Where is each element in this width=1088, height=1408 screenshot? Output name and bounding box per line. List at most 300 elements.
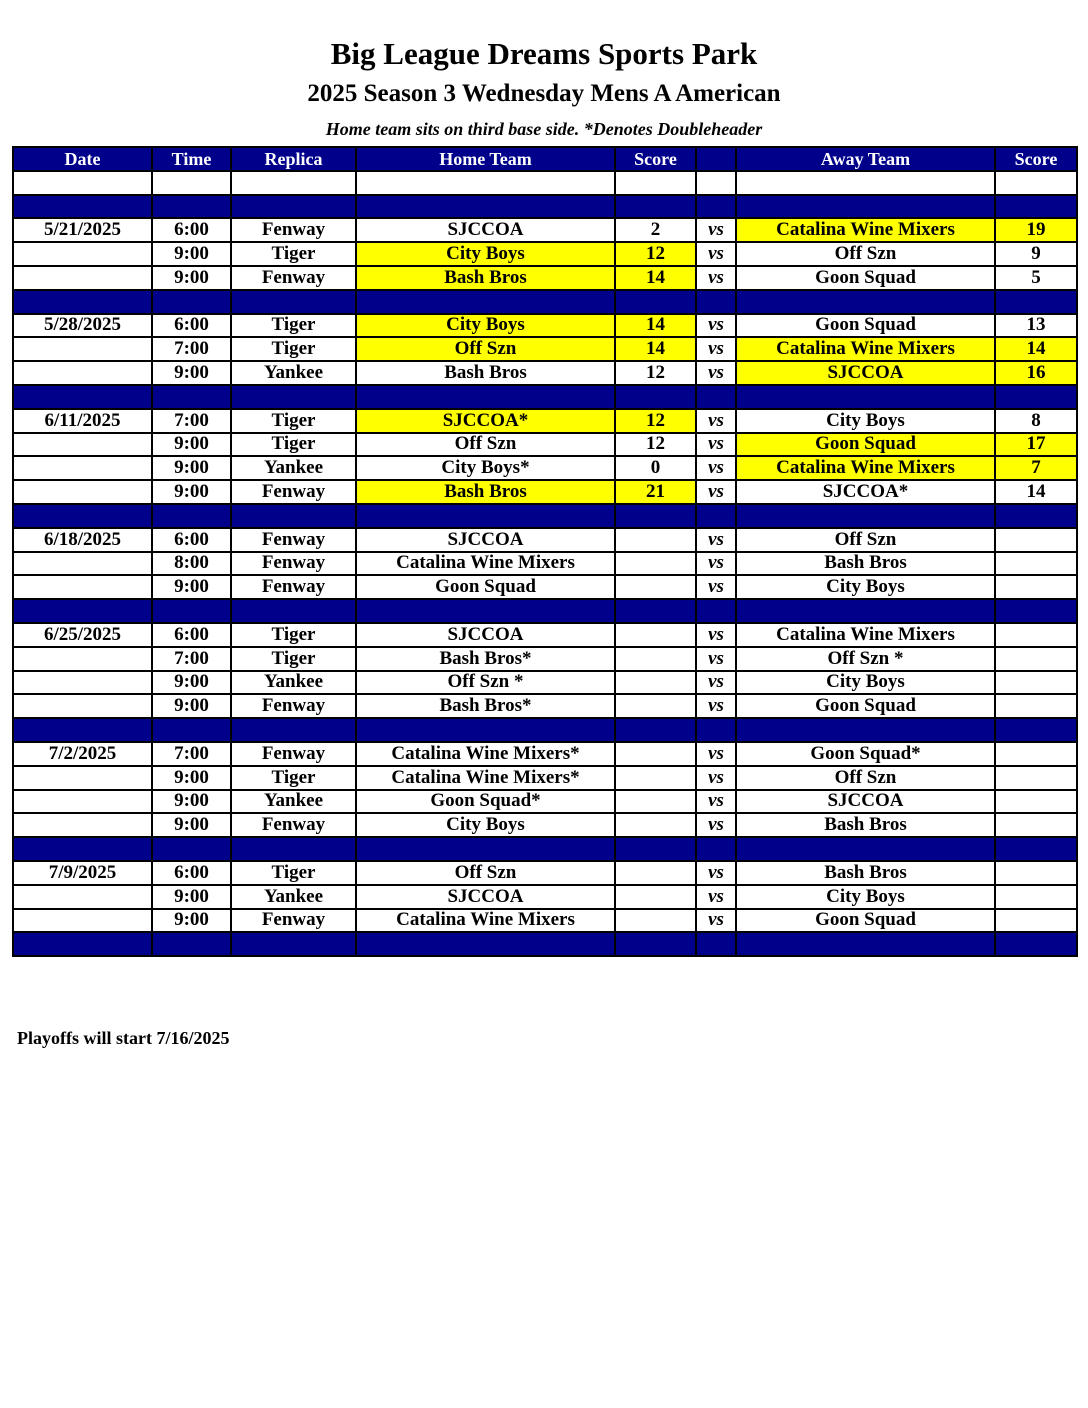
cell-vs: vs xyxy=(696,742,736,766)
col-header-time: Time xyxy=(152,147,231,171)
cell-replica: Fenway xyxy=(231,742,356,766)
cell-vs: vs xyxy=(696,790,736,814)
cell-vs xyxy=(696,837,736,861)
cell-vs: vs xyxy=(696,885,736,909)
page-title: Big League Dreams Sports Park xyxy=(330,36,758,71)
cell-away-team: City Boys xyxy=(736,409,995,433)
cell-time: 9:00 xyxy=(152,813,231,837)
game-row xyxy=(13,623,1077,647)
cell-away-team: SJCCOA* xyxy=(736,480,995,504)
cell-date xyxy=(13,433,152,457)
cell-away-score xyxy=(995,195,1077,219)
cell-replica xyxy=(231,837,356,861)
cell-home-team xyxy=(356,837,615,861)
cell-vs: vs xyxy=(696,813,736,837)
cell-date: 5/28/2025 xyxy=(13,314,152,338)
cell-vs: vs xyxy=(696,314,736,338)
cell-vs: vs xyxy=(696,218,736,242)
cell-home-team: Bash Bros xyxy=(356,361,615,385)
cell-date xyxy=(13,813,152,837)
cell-date xyxy=(13,694,152,718)
cell-time: 9:00 xyxy=(152,790,231,814)
cell-away-team: Catalina Wine Mixers xyxy=(736,623,995,647)
cell-vs xyxy=(696,718,736,742)
cell-home-team xyxy=(356,195,615,219)
col-header-home-score: Score xyxy=(615,147,696,171)
cell-replica: Fenway xyxy=(231,528,356,552)
cell-home-score: 12 xyxy=(615,361,696,385)
cell-vs: vs xyxy=(696,575,736,599)
cell-time: 6:00 xyxy=(152,528,231,552)
cell-date xyxy=(13,647,152,671)
cell-date: 6/11/2025 xyxy=(13,409,152,433)
game-row xyxy=(13,671,1077,695)
cell-date xyxy=(13,504,152,528)
cell-home-team: City Boys xyxy=(356,813,615,837)
cell-home-team: Off Szn xyxy=(356,337,615,361)
cell-away-score: 9 xyxy=(995,242,1077,266)
cell-home-team: SJCCOA xyxy=(356,623,615,647)
cell-vs xyxy=(696,599,736,623)
cell-home-score xyxy=(615,171,696,195)
cell-home-team: SJCCOA* xyxy=(356,409,615,433)
cell-away-team: Off Szn xyxy=(736,242,995,266)
cell-home-score xyxy=(615,885,696,909)
separator-row xyxy=(13,718,1077,742)
cell-home-team: Bash Bros* xyxy=(356,647,615,671)
separator-row xyxy=(13,837,1077,861)
cell-home-score xyxy=(615,671,696,695)
cell-home-team: Bash Bros xyxy=(356,480,615,504)
cell-replica: Fenway xyxy=(231,694,356,718)
cell-vs: vs xyxy=(696,694,736,718)
cell-home-team xyxy=(356,718,615,742)
cell-time: 9:00 xyxy=(152,456,231,480)
cell-time: 9:00 xyxy=(152,266,231,290)
cell-date xyxy=(13,266,152,290)
cell-date xyxy=(13,790,152,814)
cell-away-score xyxy=(995,575,1077,599)
schedule-note: Home team sits on third base side. *Denotes Doubleheader xyxy=(325,119,763,139)
cell-date xyxy=(13,885,152,909)
cell-date xyxy=(13,837,152,861)
cell-vs: vs xyxy=(696,552,736,576)
cell-time xyxy=(152,718,231,742)
cell-vs: vs xyxy=(696,647,736,671)
cell-replica xyxy=(231,195,356,219)
cell-replica xyxy=(231,171,356,195)
separator-row xyxy=(13,195,1077,219)
cell-time: 9:00 xyxy=(152,433,231,457)
cell-home-score: 0 xyxy=(615,456,696,480)
cell-home-score xyxy=(615,861,696,885)
cell-home-score xyxy=(615,742,696,766)
blank-row xyxy=(13,171,1077,195)
cell-home-team: Off Szn xyxy=(356,433,615,457)
cell-date xyxy=(13,766,152,790)
cell-date: 7/9/2025 xyxy=(13,861,152,885)
cell-replica: Fenway xyxy=(231,909,356,933)
cell-replica: Tiger xyxy=(231,861,356,885)
game-row xyxy=(13,790,1077,814)
cell-away-team: Goon Squad xyxy=(736,433,995,457)
cell-replica: Yankee xyxy=(231,456,356,480)
cell-time: 6:00 xyxy=(152,218,231,242)
cell-time xyxy=(152,385,231,409)
cell-away-score xyxy=(995,290,1077,314)
cell-away-team: Catalina Wine Mixers xyxy=(736,337,995,361)
cell-time xyxy=(152,504,231,528)
cell-away-score xyxy=(995,790,1077,814)
cell-away-team: Off Szn xyxy=(736,528,995,552)
cell-home-team: Catalina Wine Mixers xyxy=(356,552,615,576)
cell-home-score xyxy=(615,195,696,219)
cell-time: 6:00 xyxy=(152,314,231,338)
schedule-table xyxy=(12,146,1078,957)
cell-date xyxy=(13,671,152,695)
separator-row xyxy=(13,385,1077,409)
cell-home-team xyxy=(356,932,615,956)
cell-away-score: 5 xyxy=(995,266,1077,290)
cell-home-team xyxy=(356,504,615,528)
cell-replica: Fenway xyxy=(231,266,356,290)
cell-away-team xyxy=(736,171,995,195)
cell-date xyxy=(13,195,152,219)
cell-away-team: Off Szn xyxy=(736,766,995,790)
cell-vs: vs xyxy=(696,671,736,695)
cell-home-team: Goon Squad xyxy=(356,575,615,599)
cell-vs: vs xyxy=(696,909,736,933)
col-header-away-score: Score xyxy=(995,147,1077,171)
playoffs-note: Playoffs will start 7/16/2025 xyxy=(17,1028,230,1048)
game-row xyxy=(13,647,1077,671)
game-row xyxy=(13,909,1077,933)
cell-away-team xyxy=(736,837,995,861)
cell-replica: Tiger xyxy=(231,242,356,266)
cell-time: 7:00 xyxy=(152,742,231,766)
cell-home-score: 12 xyxy=(615,409,696,433)
col-header-away-team: Away Team xyxy=(736,147,995,171)
cell-away-score xyxy=(995,766,1077,790)
cell-replica: Tiger xyxy=(231,766,356,790)
cell-away-team: Bash Bros xyxy=(736,552,995,576)
cell-away-score: 17 xyxy=(995,433,1077,457)
cell-time: 9:00 xyxy=(152,909,231,933)
cell-vs: vs xyxy=(696,861,736,885)
cell-time: 9:00 xyxy=(152,766,231,790)
cell-vs: vs xyxy=(696,766,736,790)
cell-time: 7:00 xyxy=(152,409,231,433)
cell-away-score xyxy=(995,528,1077,552)
cell-time: 7:00 xyxy=(152,337,231,361)
cell-away-team xyxy=(736,195,995,219)
cell-time: 6:00 xyxy=(152,861,231,885)
cell-away-team: Off Szn * xyxy=(736,647,995,671)
cell-vs: vs xyxy=(696,480,736,504)
cell-replica: Fenway xyxy=(231,575,356,599)
cell-date xyxy=(13,290,152,314)
cell-away-team: City Boys xyxy=(736,575,995,599)
cell-away-team: City Boys xyxy=(736,671,995,695)
cell-replica: Tiger xyxy=(231,314,356,338)
cell-replica xyxy=(231,932,356,956)
cell-home-score xyxy=(615,790,696,814)
cell-home-score: 14 xyxy=(615,266,696,290)
cell-vs: vs xyxy=(696,337,736,361)
cell-replica: Yankee xyxy=(231,790,356,814)
cell-replica: Tiger xyxy=(231,433,356,457)
cell-home-score: 14 xyxy=(615,337,696,361)
cell-away-team xyxy=(736,504,995,528)
cell-away-score: 8 xyxy=(995,409,1077,433)
cell-away-score xyxy=(995,647,1077,671)
cell-replica: Tiger xyxy=(231,623,356,647)
cell-home-team: Off Szn xyxy=(356,861,615,885)
cell-home-score xyxy=(615,718,696,742)
separator-row xyxy=(13,599,1077,623)
cell-home-score xyxy=(615,552,696,576)
cell-away-team: Bash Bros xyxy=(736,813,995,837)
cell-away-team: Catalina Wine Mixers xyxy=(736,218,995,242)
cell-replica xyxy=(231,504,356,528)
game-row xyxy=(13,242,1077,266)
cell-date: 6/18/2025 xyxy=(13,528,152,552)
cell-away-score xyxy=(995,885,1077,909)
cell-date xyxy=(13,242,152,266)
cell-home-team: Off Szn * xyxy=(356,671,615,695)
cell-away-score xyxy=(995,813,1077,837)
cell-away-team: SJCCOA xyxy=(736,361,995,385)
game-row xyxy=(13,575,1077,599)
cell-date: 6/25/2025 xyxy=(13,623,152,647)
cell-home-team xyxy=(356,171,615,195)
cell-home-team: Bash Bros* xyxy=(356,694,615,718)
cell-time xyxy=(152,195,231,219)
cell-time: 9:00 xyxy=(152,671,231,695)
cell-home-score xyxy=(615,932,696,956)
col-header-vs xyxy=(696,147,736,171)
cell-vs: vs xyxy=(696,456,736,480)
cell-home-score xyxy=(615,528,696,552)
cell-away-score: 19 xyxy=(995,218,1077,242)
cell-away-score xyxy=(995,837,1077,861)
cell-home-team: SJCCOA xyxy=(356,218,615,242)
cell-away-score: 7 xyxy=(995,456,1077,480)
cell-home-score xyxy=(615,504,696,528)
cell-replica: Fenway xyxy=(231,813,356,837)
cell-vs: vs xyxy=(696,409,736,433)
cell-home-score: 12 xyxy=(615,242,696,266)
cell-home-team xyxy=(356,290,615,314)
game-row xyxy=(13,861,1077,885)
cell-away-team: Catalina Wine Mixers xyxy=(736,456,995,480)
cell-away-team: Goon Squad xyxy=(736,266,995,290)
cell-replica: Tiger xyxy=(231,647,356,671)
col-header-date: Date xyxy=(13,147,152,171)
game-row xyxy=(13,885,1077,909)
cell-replica xyxy=(231,718,356,742)
col-header-home-team: Home Team xyxy=(356,147,615,171)
cell-date: 7/2/2025 xyxy=(13,742,152,766)
cell-date xyxy=(13,385,152,409)
cell-date xyxy=(13,909,152,933)
cell-replica xyxy=(231,290,356,314)
col-header-replica: Replica xyxy=(231,147,356,171)
cell-replica xyxy=(231,385,356,409)
cell-date xyxy=(13,932,152,956)
cell-away-team xyxy=(736,932,995,956)
cell-home-score xyxy=(615,813,696,837)
game-row xyxy=(13,528,1077,552)
cell-home-score xyxy=(615,694,696,718)
cell-away-score xyxy=(995,718,1077,742)
cell-away-score xyxy=(995,385,1077,409)
cell-home-score: 2 xyxy=(615,218,696,242)
cell-date xyxy=(13,171,152,195)
game-row xyxy=(13,480,1077,504)
cell-home-team: Catalina Wine Mixers* xyxy=(356,742,615,766)
cell-away-team: Goon Squad xyxy=(736,909,995,933)
cell-home-team: City Boys* xyxy=(356,456,615,480)
cell-time: 9:00 xyxy=(152,694,231,718)
cell-away-team xyxy=(736,599,995,623)
cell-away-team: Goon Squad xyxy=(736,314,995,338)
game-row xyxy=(13,337,1077,361)
cell-date xyxy=(13,552,152,576)
cell-date xyxy=(13,575,152,599)
cell-time xyxy=(152,837,231,861)
cell-date xyxy=(13,480,152,504)
cell-away-score xyxy=(995,623,1077,647)
cell-away-team xyxy=(736,385,995,409)
cell-vs xyxy=(696,385,736,409)
cell-time xyxy=(152,599,231,623)
cell-away-score xyxy=(995,861,1077,885)
cell-away-score: 16 xyxy=(995,361,1077,385)
cell-time: 9:00 xyxy=(152,480,231,504)
cell-time xyxy=(152,932,231,956)
cell-time: 9:00 xyxy=(152,361,231,385)
cell-time: 9:00 xyxy=(152,885,231,909)
cell-replica: Fenway xyxy=(231,480,356,504)
cell-time: 9:00 xyxy=(152,575,231,599)
cell-away-score xyxy=(995,671,1077,695)
cell-date xyxy=(13,337,152,361)
game-row xyxy=(13,314,1077,338)
cell-replica: Yankee xyxy=(231,671,356,695)
cell-vs: vs xyxy=(696,361,736,385)
cell-away-score xyxy=(995,504,1077,528)
cell-home-team: City Boys xyxy=(356,314,615,338)
cell-home-team xyxy=(356,385,615,409)
separator-row xyxy=(13,504,1077,528)
cell-home-score xyxy=(615,909,696,933)
game-row xyxy=(13,409,1077,433)
cell-home-score xyxy=(615,290,696,314)
cell-away-team: Bash Bros xyxy=(736,861,995,885)
cell-vs xyxy=(696,290,736,314)
cell-home-team xyxy=(356,599,615,623)
game-row xyxy=(13,742,1077,766)
cell-date xyxy=(13,599,152,623)
cell-time: 9:00 xyxy=(152,242,231,266)
cell-home-team: Catalina Wine Mixers xyxy=(356,909,615,933)
separator-row xyxy=(13,290,1077,314)
cell-time xyxy=(152,171,231,195)
cell-home-score xyxy=(615,575,696,599)
cell-date xyxy=(13,361,152,385)
cell-vs: vs xyxy=(696,433,736,457)
cell-home-team: Bash Bros xyxy=(356,266,615,290)
cell-vs xyxy=(696,932,736,956)
cell-time xyxy=(152,290,231,314)
cell-home-team: Goon Squad* xyxy=(356,790,615,814)
game-row xyxy=(13,433,1077,457)
cell-away-score xyxy=(995,694,1077,718)
cell-vs: vs xyxy=(696,528,736,552)
cell-home-score xyxy=(615,623,696,647)
cell-away-score xyxy=(995,552,1077,576)
cell-away-team: SJCCOA xyxy=(736,790,995,814)
cell-vs: vs xyxy=(696,623,736,647)
cell-home-score xyxy=(615,647,696,671)
cell-home-score: 14 xyxy=(615,314,696,338)
cell-home-score xyxy=(615,766,696,790)
table-header-row xyxy=(13,147,1077,171)
cell-date: 5/21/2025 xyxy=(13,218,152,242)
cell-replica: Tiger xyxy=(231,337,356,361)
cell-home-team: Catalina Wine Mixers* xyxy=(356,766,615,790)
cell-replica: Fenway xyxy=(231,218,356,242)
cell-away-team: Goon Squad* xyxy=(736,742,995,766)
game-row xyxy=(13,552,1077,576)
game-row xyxy=(13,266,1077,290)
cell-away-score: 14 xyxy=(995,480,1077,504)
cell-away-team: Goon Squad xyxy=(736,694,995,718)
cell-away-score xyxy=(995,909,1077,933)
cell-home-score xyxy=(615,385,696,409)
cell-away-score: 14 xyxy=(995,337,1077,361)
cell-vs xyxy=(696,504,736,528)
cell-home-team: City Boys xyxy=(356,242,615,266)
cell-time: 8:00 xyxy=(152,552,231,576)
schedule-body xyxy=(13,171,1077,956)
cell-away-score xyxy=(995,742,1077,766)
game-row xyxy=(13,218,1077,242)
game-row xyxy=(13,766,1077,790)
cell-home-score: 12 xyxy=(615,433,696,457)
cell-vs xyxy=(696,171,736,195)
cell-date xyxy=(13,718,152,742)
game-row xyxy=(13,813,1077,837)
cell-vs: vs xyxy=(696,242,736,266)
cell-home-score: 21 xyxy=(615,480,696,504)
cell-away-score xyxy=(995,932,1077,956)
cell-replica xyxy=(231,599,356,623)
cell-replica: Tiger xyxy=(231,409,356,433)
cell-away-score xyxy=(995,599,1077,623)
cell-replica: Yankee xyxy=(231,361,356,385)
cell-away-score xyxy=(995,171,1077,195)
cell-home-team: SJCCOA xyxy=(356,528,615,552)
cell-vs: vs xyxy=(696,266,736,290)
cell-home-team: SJCCOA xyxy=(356,885,615,909)
page-subtitle: 2025 Season 3 Wednesday Mens A American xyxy=(307,80,781,107)
cell-home-score xyxy=(615,599,696,623)
cell-replica: Fenway xyxy=(231,552,356,576)
game-row xyxy=(13,694,1077,718)
cell-away-team xyxy=(736,718,995,742)
